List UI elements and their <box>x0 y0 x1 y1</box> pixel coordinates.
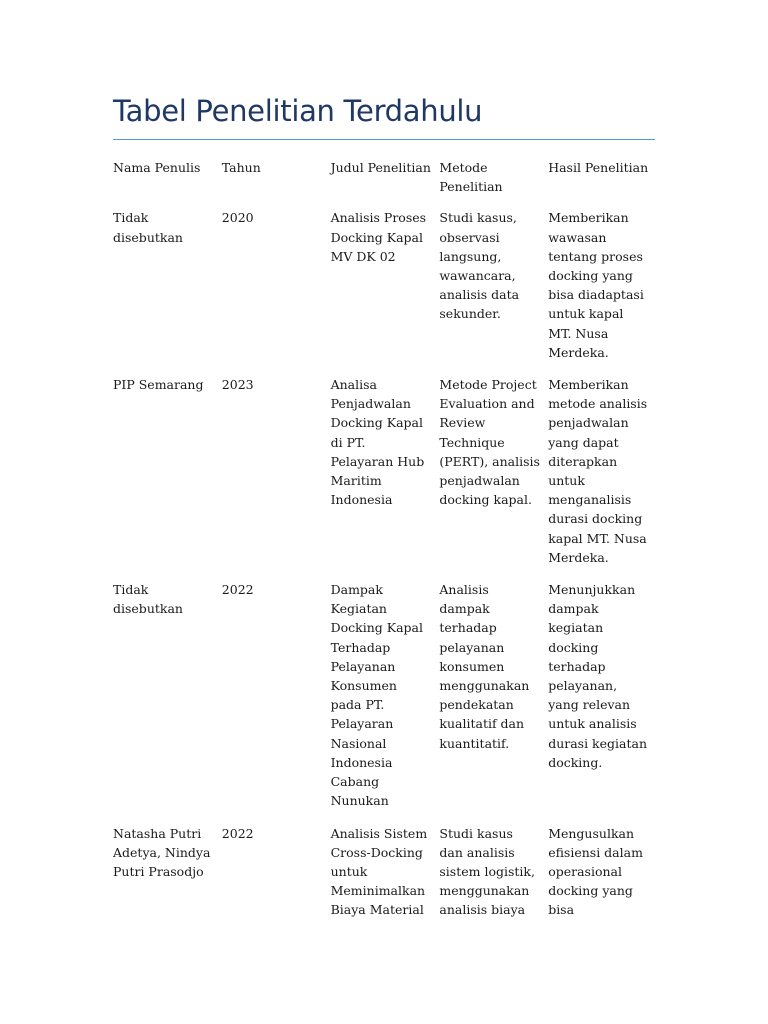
cell-result: Memberikan metode analisis penjadwalan yang dapat diterapkan untuk menganalisis durasi docking kapal MT. Nusa Merdeka. <box>548 377 648 565</box>
cell-year: 2022 <box>221 825 254 841</box>
cell-title: Analisa Penjadwalan Docking Kapal di PT. Pelayaran Hub Maritim Indonesia <box>330 377 425 508</box>
header-result: Hasil Penelitian <box>548 160 649 175</box>
cell-title: Analisis Sistem Cross-Docking untuk Meminimalkan Biaya Material <box>330 825 428 918</box>
cell-author: Tidak disebutkan <box>113 582 183 617</box>
cell-author: Tidak disebutkan <box>113 210 183 245</box>
cell-method: Metode Project Evaluation and Review Technique (PERT), analisis penjadwalan docking kapal. <box>439 377 540 508</box>
cell-year: 2023 <box>221 377 254 393</box>
previous-research-table <box>109 158 653 933</box>
cell-method: Studi kasus, observasi langsung, wawancara, analisis data sekunder. <box>439 210 520 322</box>
cell-result: Memberikan wawasan tentang proses docking yang bisa diadaptasi untuk kapal MT. Nusa Merdeka. <box>548 210 644 360</box>
cell-method: Analisis dampak terhadap pelayanan konsumen menggunakan pendekatan kualitatif dan kuantitatif. <box>439 582 530 751</box>
cell-author: PIP Semarang <box>113 377 204 393</box>
cell-year: 2022 <box>221 582 254 598</box>
table-row <box>109 375 653 580</box>
cell-method: Studi kasus dan analisis sistem logistik, menggunakan analisis biaya <box>439 825 535 918</box>
cell-result: Menunjukkan dampak kegiatan docking terhadap pelayanan, yang relevan untuk analisis durasi kegiatan docking. <box>548 582 648 770</box>
header-method: Metode Penelitian <box>439 160 503 195</box>
table-row <box>109 208 653 375</box>
title-underline <box>113 139 655 140</box>
header-author: Nama Penulis <box>113 160 201 175</box>
table-header-row <box>109 158 653 208</box>
header-year: Tahun <box>221 160 261 175</box>
cell-author: Natasha Putri Adetya, Nindya Putri Prasodjo <box>113 825 211 879</box>
header-title: Judul Penelitian <box>330 160 431 175</box>
table-row <box>109 824 653 933</box>
cell-title: Dampak Kegiatan Docking Kapal Terhadap Pelayanan Konsumen pada PT. Pelayaran Nasional Indonesia Cabang Nunukan <box>330 582 423 809</box>
table-row <box>109 580 653 823</box>
cell-result: Mengusulkan efisiensi dalam operasional docking yang bisa <box>548 825 643 918</box>
cell-title: Analisis Proses Docking Kapal MV DK 02 <box>330 210 427 264</box>
document-title: Tabel Penelitian Terdahulu <box>113 94 483 128</box>
cell-year: 2020 <box>221 210 254 226</box>
